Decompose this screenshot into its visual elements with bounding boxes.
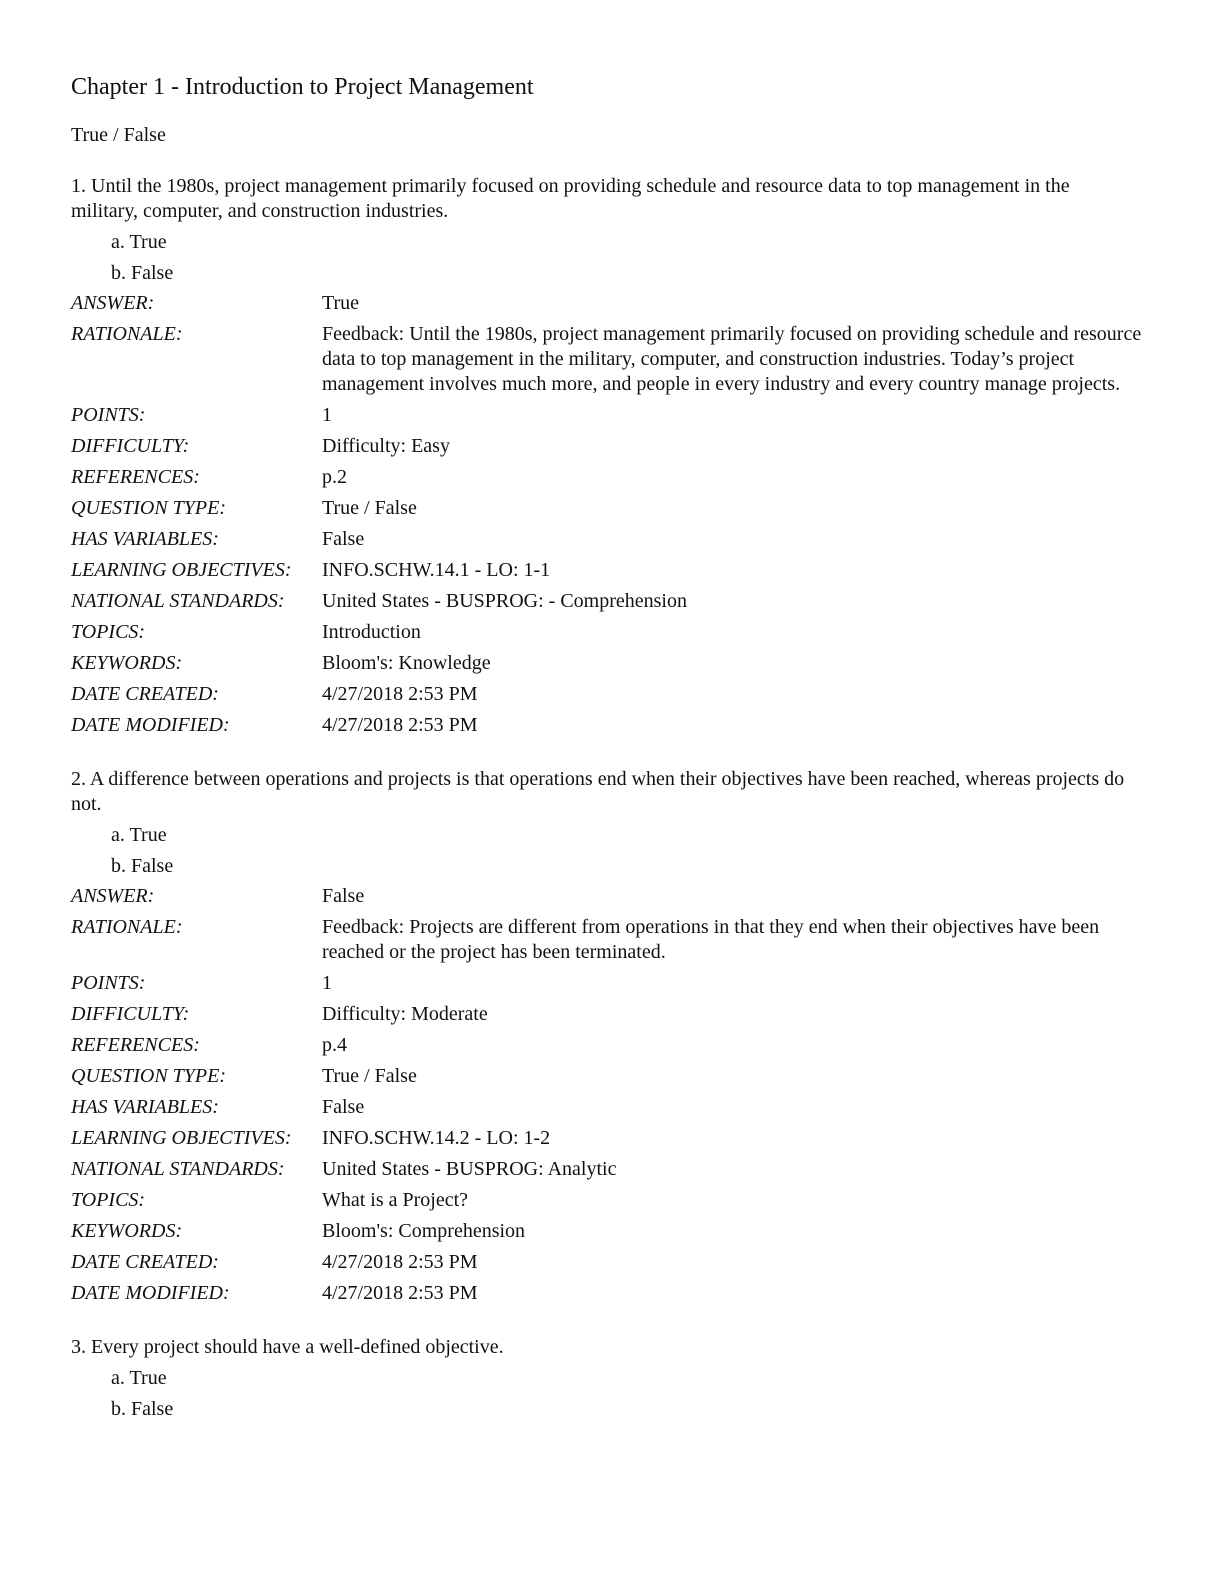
meta-label: DIFFICULTY: [71, 1003, 190, 1025]
meta-value: False [322, 1096, 365, 1118]
meta-row-learning-objectives [71, 555, 1142, 586]
meta-label: POINTS: [71, 972, 146, 994]
meta-label: DATE MODIFIED: [71, 1282, 230, 1304]
meta-value: United States - BUSPROG: - Comprehension [322, 590, 687, 612]
meta-row-date-created [71, 679, 1142, 710]
meta-value: Feedback: Until the 1980s, project management primarily focused on providing schedule and resource data to top management in the military, computer, and construction industries. Today’s project management involves much more, and people in every industry and every country manage projects. [322, 323, 1142, 395]
meta-label: ANSWER: [71, 292, 155, 314]
meta-row-has-variables [71, 524, 1142, 555]
meta-row-topics [71, 1185, 1142, 1216]
meta-value: INFO.SCHW.14.1 - LO: 1-1 [322, 559, 551, 581]
meta-row-references [71, 462, 1142, 493]
meta-row-rationale [71, 912, 1142, 968]
meta-value: False [322, 528, 365, 550]
option-b: b. False [111, 854, 174, 877]
meta-label: RATIONALE: [71, 916, 183, 938]
answer-options [111, 820, 1151, 881]
question-text: 1. Until the 1980s, project management primarily focused on providing schedule and resource data to top management in the military, computer, and construction industries. [71, 175, 1070, 222]
meta-row-date-modified [71, 1278, 1142, 1309]
meta-row-question-type [71, 493, 1142, 524]
meta-row-date-created [71, 1247, 1142, 1278]
meta-value: INFO.SCHW.14.2 - LO: 1-2 [322, 1127, 551, 1149]
option-a: a. True [111, 824, 167, 846]
meta-row-topics [71, 617, 1142, 648]
meta-label: TOPICS: [71, 1189, 146, 1211]
meta-row-national-standards [71, 1154, 1142, 1185]
meta-row-difficulty [71, 431, 1142, 462]
meta-row-difficulty [71, 999, 1142, 1030]
meta-row-keywords [71, 1216, 1142, 1247]
meta-value: Bloom's: Comprehension [322, 1220, 526, 1242]
meta-row-points [71, 968, 1142, 999]
question-1 [71, 174, 1151, 741]
meta-value: 1 [322, 972, 332, 994]
meta-value: 4/27/2018 2:53 PM [322, 714, 478, 736]
option-b: b. False [111, 1397, 174, 1420]
meta-label: POINTS: [71, 404, 146, 426]
meta-value: What is a Project? [322, 1189, 469, 1211]
meta-row-question-type [71, 1061, 1142, 1092]
meta-row-answer [71, 288, 1142, 319]
meta-label: DATE MODIFIED: [71, 714, 230, 736]
chapter-title: Chapter 1 - Introduction to Project Management [71, 74, 534, 100]
meta-row-date-modified [71, 710, 1142, 741]
meta-value: True [322, 292, 360, 314]
meta-label: KEYWORDS: [71, 652, 183, 674]
document-page [71, 70, 1151, 1424]
meta-label: ANSWER: [71, 885, 155, 907]
meta-label: HAS VARIABLES: [71, 1096, 219, 1118]
meta-row-has-variables [71, 1092, 1142, 1123]
question-metadata-table [71, 288, 1142, 741]
meta-row-answer [71, 881, 1142, 912]
meta-row-references [71, 1030, 1142, 1061]
meta-label: LEARNING OBJECTIVES: [71, 559, 292, 581]
meta-row-learning-objectives [71, 1123, 1142, 1154]
meta-label: NATIONAL STANDARDS: [71, 1158, 285, 1180]
meta-value: Introduction [322, 621, 421, 643]
meta-row-rationale [71, 319, 1142, 400]
meta-value: Feedback: Projects are different from operations in that they end when their objectives have been reached or the project has been terminated. [322, 916, 1100, 963]
meta-value: Difficulty: Moderate [322, 1003, 488, 1025]
question-2 [71, 767, 1151, 1309]
meta-value: p.4 [322, 1034, 347, 1056]
meta-label: KEYWORDS: [71, 1220, 183, 1242]
meta-value: United States - BUSPROG: Analytic [322, 1158, 617, 1180]
meta-label: REFERENCES: [71, 466, 200, 488]
meta-value: Difficulty: Easy [322, 435, 450, 457]
meta-row-points [71, 400, 1142, 431]
question-text: 3. Every project should have a well-defined objective. [71, 1336, 504, 1358]
meta-label: QUESTION TYPE: [71, 1065, 227, 1087]
meta-value: Bloom's: Knowledge [322, 652, 491, 674]
meta-value: 4/27/2018 2:53 PM [322, 1282, 478, 1304]
meta-value: p.2 [322, 466, 347, 488]
meta-label: TOPICS: [71, 621, 146, 643]
meta-value: True / False [322, 1065, 417, 1087]
meta-label: DATE CREATED: [71, 683, 219, 705]
meta-label: REFERENCES: [71, 1034, 200, 1056]
meta-label: HAS VARIABLES: [71, 528, 219, 550]
meta-row-national-standards [71, 586, 1142, 617]
question-metadata-table [71, 881, 1142, 1309]
question-text: 2. A difference between operations and projects is that operations end when their objectives have been reached, whereas projects do not. [71, 768, 1125, 815]
meta-row-keywords [71, 648, 1142, 679]
meta-label: DATE CREATED: [71, 1251, 219, 1273]
section-title: True / False [71, 124, 166, 146]
meta-label: QUESTION TYPE: [71, 497, 227, 519]
answer-options [111, 1363, 1151, 1424]
meta-label: RATIONALE: [71, 323, 183, 345]
question-3 [71, 1335, 1151, 1424]
option-b: b. False [111, 261, 174, 284]
answer-options [111, 227, 1151, 288]
option-a: a. True [111, 1367, 167, 1389]
meta-label: DIFFICULTY: [71, 435, 190, 457]
meta-value: 1 [322, 404, 332, 426]
meta-value: 4/27/2018 2:53 PM [322, 1251, 478, 1273]
meta-label: NATIONAL STANDARDS: [71, 590, 285, 612]
meta-label: LEARNING OBJECTIVES: [71, 1127, 292, 1149]
meta-value: False [322, 885, 365, 907]
meta-value: True / False [322, 497, 417, 519]
meta-value: 4/27/2018 2:53 PM [322, 683, 478, 705]
option-a: a. True [111, 231, 167, 253]
